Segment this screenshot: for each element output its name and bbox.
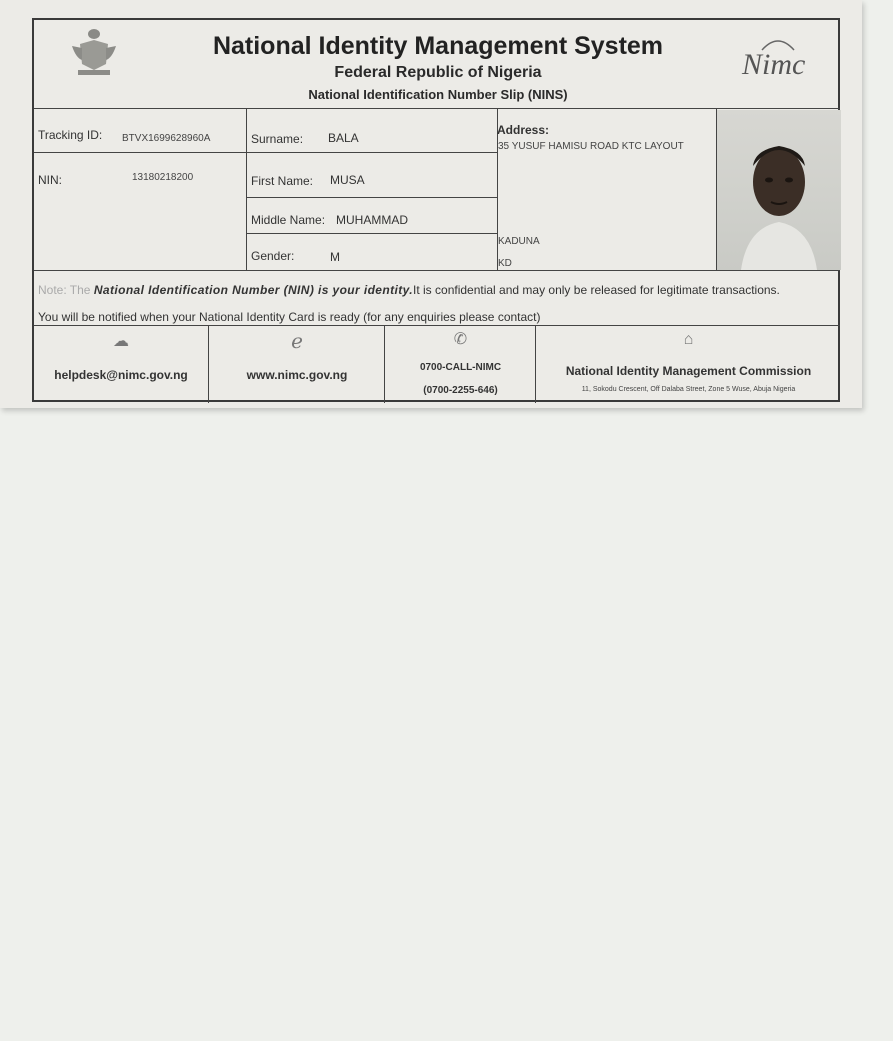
gender-label: Gender:: [251, 249, 295, 263]
identity-note: [38, 283, 780, 297]
footer-divider: [535, 325, 536, 403]
page-subtitle: Federal Republic of Nigeria: [334, 64, 542, 81]
row-divider: [246, 197, 497, 198]
nin-label: NIN:: [38, 173, 62, 187]
tracking-id-value: BTVX1699628960A: [122, 133, 211, 144]
footer-divider: [208, 325, 209, 403]
page-title: National Identity Management System: [212, 32, 664, 60]
nimc-logo: Nimc: [738, 40, 818, 84]
footer-top-divider: [34, 325, 840, 326]
info-bottom-divider: [34, 270, 840, 271]
first-name-label: First Name:: [251, 174, 314, 188]
building-icon: ⌂: [683, 331, 694, 348]
note-emphasis: National Identification Number (NIN) is your identity.: [93, 283, 414, 297]
phone-digits: (0700-2255-646): [423, 385, 498, 396]
column-divider: [246, 108, 247, 270]
surname-value: BALA: [328, 131, 359, 145]
address-line: 35 YUSUF HAMISU ROAD KTC LAYOUT: [498, 141, 684, 152]
row-divider: [34, 152, 497, 153]
middle-name-value: MUHAMMAD: [336, 213, 408, 227]
notify-text: You will be notified when your National Identity Card is ready (for any enquiries please contact): [38, 310, 541, 324]
address-state: KD: [498, 258, 512, 269]
surname-label: Surname:: [251, 132, 304, 146]
row-divider: [246, 233, 497, 234]
portrait-image: [717, 110, 841, 270]
holder-photo: [717, 110, 841, 270]
browser-icon: ℯ: [291, 331, 303, 353]
note-prefix: Note: The: [38, 283, 91, 297]
commission-address: 11, Sokodu Crescent, Off Dalaba Street, Zone 5 Wuse, Abuja Nigeria: [581, 386, 796, 393]
slip-title: National Identification Number Slip (NINS): [308, 87, 568, 102]
address-label: Address:: [497, 123, 550, 137]
note-rest: It is confidential and may only be released for legitimate transactions.: [413, 283, 780, 297]
gender-value: M: [330, 250, 340, 264]
phone-icon: ✆: [453, 331, 468, 348]
website-link: www.nimc.gov.ng: [246, 368, 348, 382]
nin-slip: [0, 0, 862, 408]
header-divider: [34, 108, 840, 109]
middle-name-label: Middle Name:: [251, 213, 326, 227]
tracking-id-label: Tracking ID:: [38, 128, 103, 142]
phone-number: 0700-CALL-NIMC: [419, 362, 502, 373]
footer-divider: [384, 325, 385, 403]
commission-name: National Identity Management Commission: [565, 364, 812, 378]
address-city: KADUNA: [498, 236, 540, 247]
helpdesk-email: helpdesk@nimc.gov.ng: [54, 368, 188, 382]
slip-frame: [32, 18, 840, 402]
first-name-value: MUSA: [330, 173, 365, 187]
nin-value: 13180218200: [132, 172, 194, 183]
cloud-icon: ☁: [113, 333, 129, 350]
